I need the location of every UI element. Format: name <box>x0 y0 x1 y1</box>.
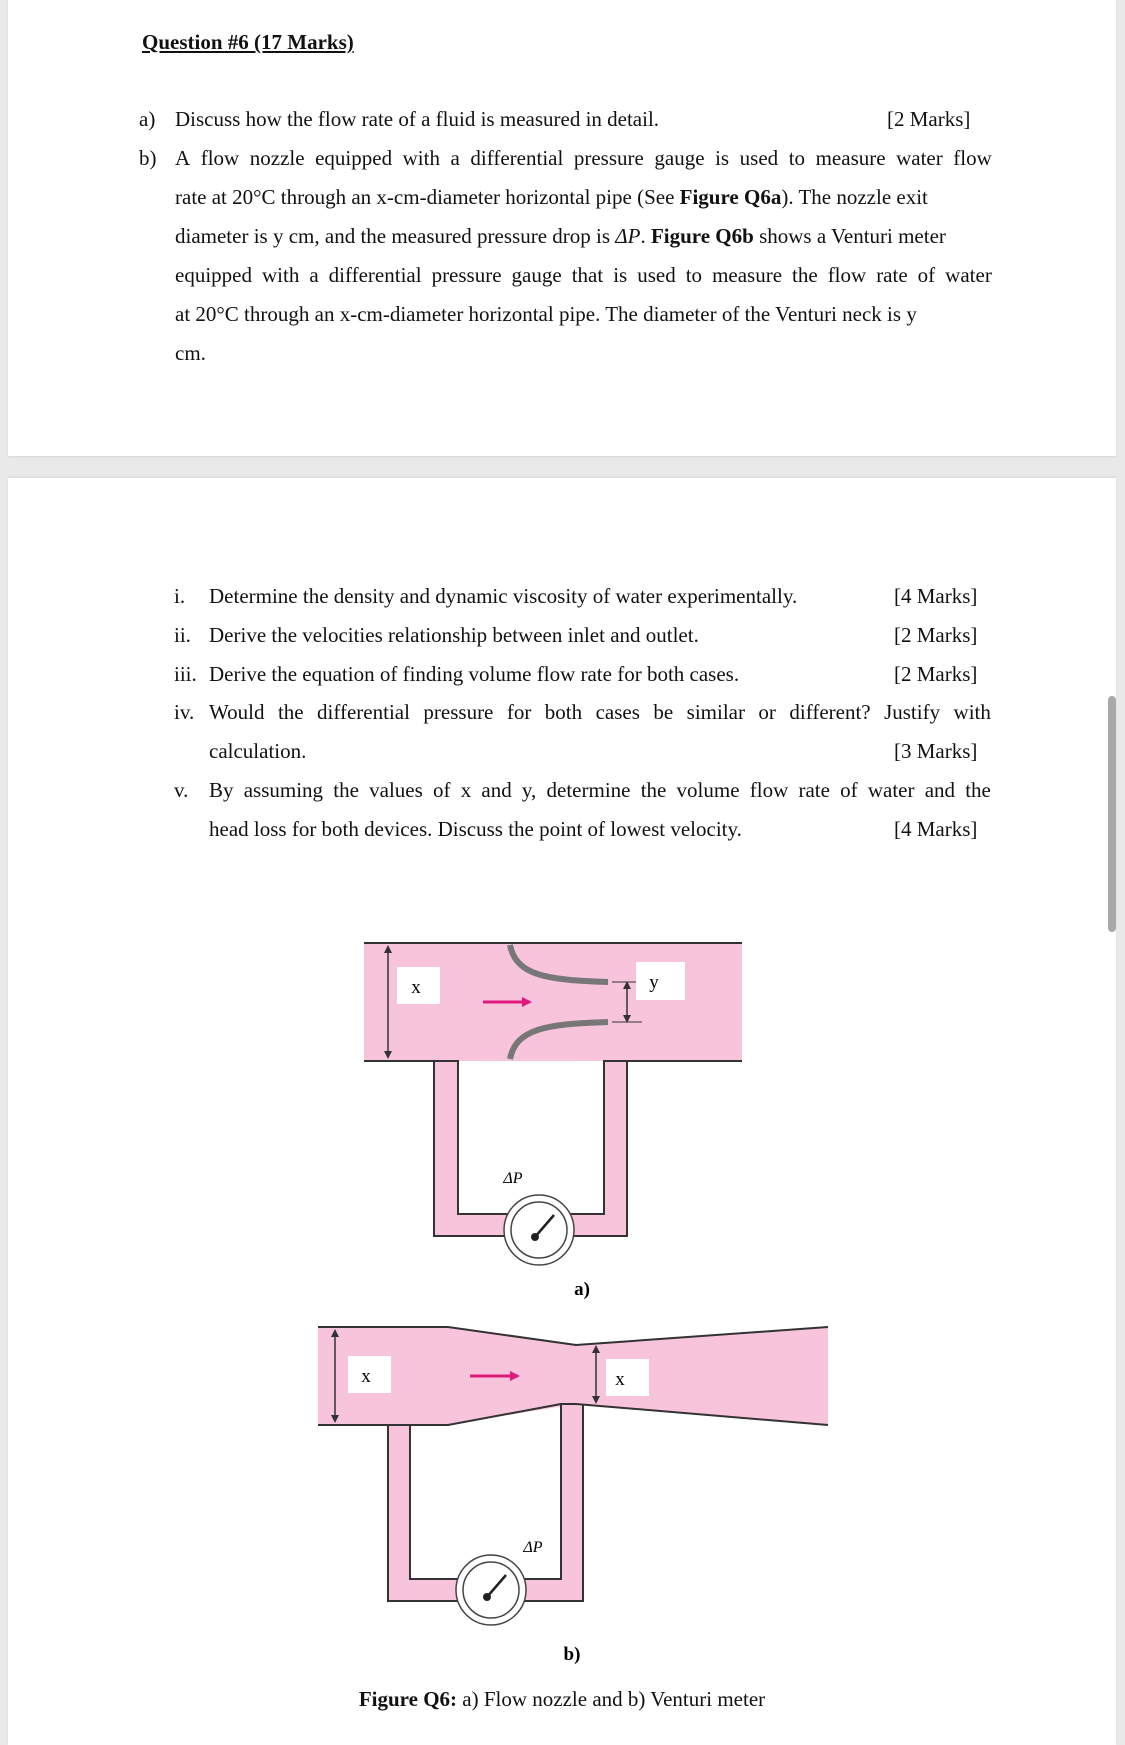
part-b-line-4-word: of <box>917 263 936 287</box>
subq-5-line-1-word: determine <box>546 778 631 802</box>
venturi-fluid <box>318 1327 828 1601</box>
nozzle-dp-label: ΔP <box>503 1170 523 1187</box>
subq-4-line-1-word: Would <box>209 700 265 724</box>
part-b-line-1-word: differential <box>470 146 564 170</box>
part-b-line-4-word: the <box>792 263 818 287</box>
subq-2-text: Derive the velocities relationship between inlet and outlet. <box>209 623 699 647</box>
subq-3-marks: [2 Marks] <box>894 662 978 686</box>
nozzle-y-label-box <box>636 962 685 1000</box>
document-page-1 <box>8 0 1116 456</box>
subq-4-line-1-word: cases <box>595 700 640 724</box>
part-b-line-4-word: is <box>613 263 628 287</box>
subq-4-line-1-word: Justify <box>884 700 941 724</box>
subq-5-line-1-word: the <box>965 778 991 802</box>
document-page-2 <box>8 478 1116 1745</box>
figure-caption: Figure Q6: a) Flow nozzle and b) Venturi meter <box>358 1687 766 1711</box>
part-b-line-4-word: differential <box>328 263 422 287</box>
part-b-line-4-word: water <box>945 263 992 287</box>
subq-5-line-1-word: volume <box>676 778 740 802</box>
subq-4-line-1-word: pressure <box>423 700 494 724</box>
subq-5-line-1-word: flow <box>749 778 789 802</box>
part-b-line-1-word: nozzle <box>249 146 305 170</box>
part-b-line-4-word: equipped <box>175 263 252 287</box>
subq-5-marks: [4 Marks] <box>894 817 978 841</box>
subq-5-line-1-word: By <box>209 778 234 802</box>
subq-4-line-1-word: with <box>953 700 991 724</box>
part-b-line-4-word: a <box>309 263 319 287</box>
subq-2-marks: [2 Marks] <box>894 623 978 647</box>
part-b-line-1-word: equipped <box>315 146 393 170</box>
nozzle-x-label: x <box>411 977 421 998</box>
part-b-line-5: at 20°C through an x-cm-diameter horizontal pipe. The diameter of the Venturi neck is y <box>175 302 917 326</box>
part-b-line-4-word: pressure <box>431 263 502 287</box>
venturi-pressure-gauge-icon <box>456 1555 526 1625</box>
subq-5-line-1-word: the <box>640 778 667 802</box>
venturi-neck-label-box <box>606 1359 649 1396</box>
subq-1-text: Determine the density and dynamic viscosity of water experimentally. <box>209 584 798 608</box>
subq-5-line-1-word: assuming <box>243 778 324 802</box>
part-a-text: Discuss how the flow rate of a fluid is measured in detail. <box>175 107 660 131</box>
venturi-caption: b) <box>563 1644 581 1665</box>
subq-4-number: iv. <box>174 700 195 724</box>
nozzle-pipe-bottom-wall <box>364 1061 742 1214</box>
subq-5-line-1-word: rate <box>798 778 830 802</box>
part-b-line-6: cm. <box>175 341 206 365</box>
part-b-line-1-word: pressure <box>573 146 644 170</box>
subq-5-line-1-word: y, <box>521 778 537 802</box>
scrollbar-thumb[interactable] <box>1108 696 1116 932</box>
subq-5-line-2: head loss for both devices. Discuss the point of lowest velocity. <box>209 817 742 841</box>
subq-5-line-1-word: values <box>369 778 423 802</box>
flow-nozzle-diagram <box>364 943 742 1300</box>
subq-4-line-1-word: similar <box>686 700 745 724</box>
subq-1-number: i. <box>174 584 186 608</box>
subq-3-text: Derive the equation of finding volume flow rate for both cases. <box>209 662 740 686</box>
figure-q6 <box>8 478 1116 1745</box>
part-b-line-1 <box>175 146 992 170</box>
subq-4-line-1-word: for <box>506 700 532 724</box>
part-b-line-1-word: a <box>450 146 460 170</box>
part-b-line-4-word: used <box>637 263 676 287</box>
part-b-label: b) <box>139 146 157 170</box>
nozzle-caption: a) <box>574 1279 590 1300</box>
nozzle-pressure-gauge-icon <box>504 1195 574 1265</box>
subq-5-line-1-word: and <box>924 778 956 802</box>
venturi-dp-label: ΔP <box>523 1539 543 1556</box>
part-b-line-4-word: with <box>261 263 300 287</box>
subq-5-line-1-word: of <box>840 778 858 802</box>
subq-4-line-2: calculation. <box>209 739 307 763</box>
part-b-line-4-word: gauge <box>511 263 562 287</box>
part-b-line-1-word: to <box>788 146 806 170</box>
part-b-line-2: rate at 20°C through an x-cm-diameter horizontal pipe (See Figure Q6a). The nozzle exit <box>175 185 928 209</box>
subq-5-line-1-word: x <box>460 778 472 802</box>
nozzle-y-label: y <box>649 972 659 993</box>
part-b-line-1-word: A <box>175 146 191 170</box>
part-b-line-4-word: rate <box>876 263 908 287</box>
subq-2-number: ii. <box>174 623 191 647</box>
venturi-neck-x-label: x <box>615 1369 625 1390</box>
part-b-line-1-word: is <box>715 146 730 170</box>
part-b-line-3: diameter is y cm, and the measured pressure drop is ΔP. Figure Q6b shows a Venturi meter <box>175 224 946 248</box>
subq-5-number: v. <box>174 778 189 802</box>
part-a-marks: [2 Marks] <box>887 107 971 131</box>
subq-3-number: iii. <box>174 662 197 686</box>
subq-1-marks: [4 Marks] <box>894 584 978 608</box>
subq-5-line-1-word: and <box>481 778 512 802</box>
part-b-line-4-word: flow <box>827 263 867 287</box>
part-b-line-1-word: used <box>739 146 779 170</box>
part-b-line-1-word: water <box>896 146 943 170</box>
venturi-diagram <box>318 1327 828 1665</box>
subq-4-line-1-word: different? <box>789 700 871 724</box>
subq-4-line-1-word: or <box>758 700 776 724</box>
part-a-label: a) <box>139 107 156 131</box>
venturi-inlet-x-label: x <box>361 1366 371 1387</box>
subq-4-line-1-word: be <box>653 700 674 724</box>
part-b-line-4-word: measure <box>712 263 783 287</box>
part-b-line-1-word: measure <box>815 146 886 170</box>
part-b-line-4-word: to <box>685 263 703 287</box>
part-b-line-4 <box>175 263 992 287</box>
part-b-line-1-word: flow <box>953 146 992 170</box>
subq-5-line-1-word: water <box>867 778 915 802</box>
subq-4-line-1-word: the <box>277 700 304 724</box>
subq-5-line-1-word: of <box>432 778 451 802</box>
part-b-line-1-word: flow <box>200 146 240 170</box>
subq-4-line-1-word: both <box>544 700 583 724</box>
subq-4-marks: [3 Marks] <box>894 739 978 763</box>
part-b-line-4-word: that <box>571 263 604 287</box>
part-b-line-1-word: with <box>402 146 440 170</box>
subq-5-line-1-word: the <box>333 778 359 802</box>
question-heading: Question #6 (17 Marks) <box>142 30 354 54</box>
part-b-line-1-word: gauge <box>654 146 705 170</box>
subq-4-line-1-word: differential <box>317 700 410 724</box>
